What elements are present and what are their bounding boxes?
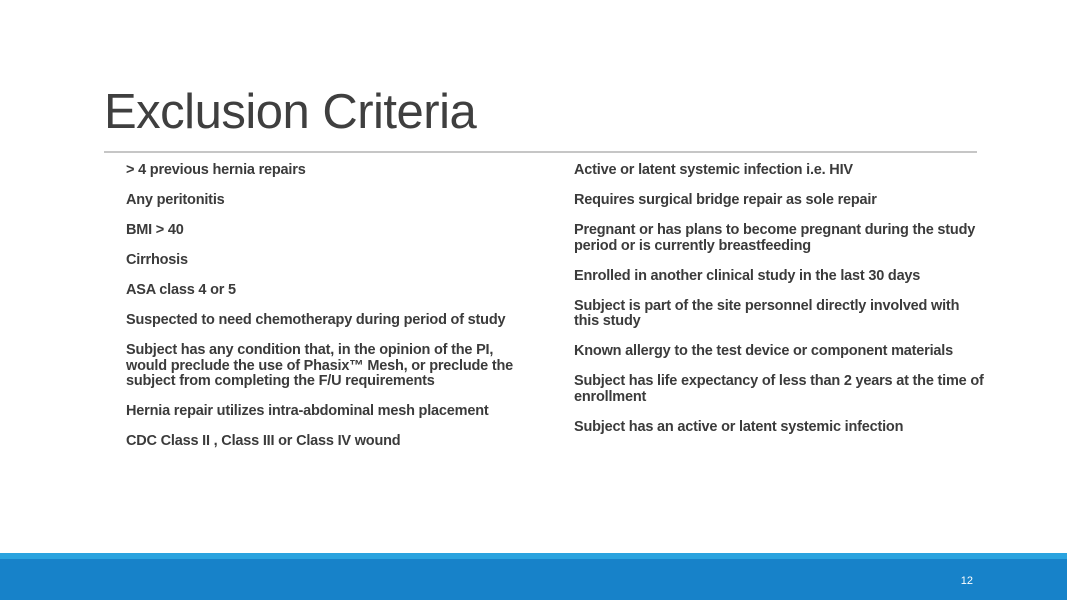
criterion-item: Pregnant or has plans to become pregnant during the study period or is currently breastfeeding [574, 222, 976, 254]
criterion-item: Subject has any condition that, in the opinion of the PI, would preclude the use of Phasix™ Mesh, or preclude the subject from completing the F/U requirements [126, 342, 514, 389]
page-number: 12 [960, 575, 973, 587]
footer-bar [0, 559, 1067, 600]
title-divider [104, 151, 977, 153]
criterion-item: Subject is part of the site personnel directly involved with this study [574, 297, 960, 329]
criterion-item: Cirrhosis [126, 252, 188, 268]
criterion-item: > 4 previous hernia repairs [126, 162, 306, 178]
criterion-item: Suspected to need chemotherapy during period of study [126, 312, 506, 328]
criterion-item: CDC Class II , Class III or Class IV wound [126, 433, 401, 449]
criterion-item: Subject has life expectancy of less than 2 years at the time of enrollment [574, 373, 984, 405]
criterion-item: Subject has an active or latent systemic infection [574, 418, 904, 435]
slide-title: Exclusion Criteria [104, 85, 477, 139]
criterion-item: Known allergy to the test device or component materials [574, 343, 953, 359]
criteria-list-right [574, 163, 984, 450]
criterion-item: Any peritonitis [126, 192, 225, 208]
criterion-item: Active or latent systemic infection i.e. HIV [574, 162, 853, 178]
criterion-item: Hernia repair utilizes intra-abdominal mesh placement [126, 403, 489, 419]
criterion-item: BMI > 40 [126, 222, 184, 238]
criterion-item: ASA class 4 or 5 [126, 282, 236, 298]
criteria-list-left [126, 163, 526, 464]
criterion-item: Enrolled in another clinical study in the last 30 days [574, 267, 921, 284]
criterion-item: Requires surgical bridge repair as sole repair [574, 192, 877, 208]
